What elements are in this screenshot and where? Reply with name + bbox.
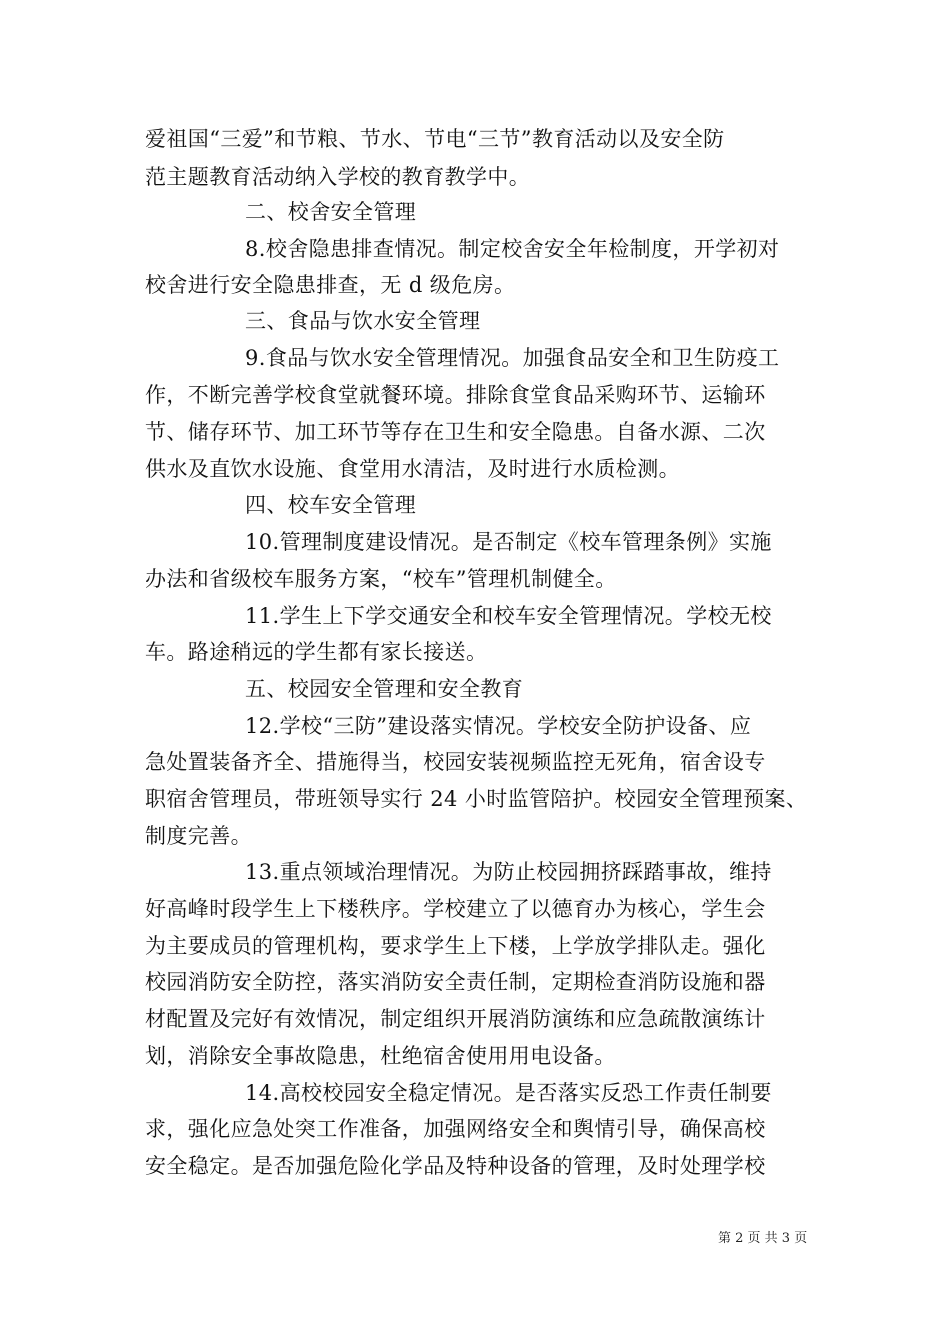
- text-line: 作，不断完善学校食堂就餐环境。排除食堂食品采购环节、运输环: [145, 383, 766, 407]
- section-heading: 四、校车安全管理: [245, 493, 417, 517]
- text-line: 范主题教育活动纳入学校的教育教学中。: [145, 165, 531, 189]
- text-line: 节、储存环节、加工环节等存在卫生和安全隐患。自备水源、二次: [145, 420, 766, 444]
- text-line: 校园消防安全防控，落实消防安全责任制，定期检查消防设施和器: [145, 970, 766, 994]
- text-line: 安全稳定。是否加强危险化学品及特种设备的管理，及时处理学校: [145, 1154, 766, 1178]
- paragraph-first-line: 10.管理制度建设情况。是否制定《校车管理条例》实施: [245, 530, 772, 554]
- text-line: 供水及直饮水设施、食堂用水清洁，及时进行水质检测。: [145, 457, 680, 481]
- text-line: 划，消除安全事故隐患，杜绝宿舍使用用电设备。: [145, 1044, 616, 1068]
- paragraph-first-line: 12.学校“三防”建设落实情况。学校安全防护设备、应: [245, 714, 752, 738]
- text-line: 爱祖国“三爱”和节粮、节水、节电“三节”教育活动以及安全防: [145, 127, 725, 151]
- paragraph-first-line: 9.食品与饮水安全管理情况。加强食品安全和卫生防疫工: [245, 346, 780, 370]
- text-line: 好高峰时段学生上下楼秩序。学校建立了以德育办为核心，学生会: [145, 897, 766, 921]
- section-heading: 二、校舍安全管理: [245, 200, 417, 224]
- text-line: 求，强化应急处突工作准备，加强网络安全和舆情引导，确保高校: [145, 1117, 766, 1141]
- paragraph-first-line: 11.学生上下学交通安全和校车安全管理情况。学校无校: [245, 604, 772, 628]
- text-line: 校舍进行安全隐患排查，无 d 级危房。: [145, 273, 516, 297]
- section-heading: 三、食品与饮水安全管理: [245, 309, 481, 333]
- page-number-footer: 第 2 页 共 3 页: [718, 1231, 808, 1246]
- text-line: 职宿舍管理员，带班领导实行 24 小时监管陪护。校园安全管理预案、: [145, 787, 808, 811]
- paragraph-first-line: 8.校舍隐患排查情况。制定校舍安全年检制度，开学初对: [245, 237, 780, 261]
- text-line: 办法和省级校车服务方案，“校车”管理机制健全。: [145, 567, 617, 591]
- paragraph-first-line: 14.高校校园安全稳定情况。是否落实反恐工作责任制要: [245, 1081, 772, 1105]
- text-line: 车。路途稍远的学生都有家长接送。: [145, 640, 488, 664]
- text-line: 为主要成员的管理机构，要求学生上下楼，上学放学排队走。强化: [145, 934, 766, 958]
- text-line: 材配置及完好有效情况，制定组织开展消防演练和应急疏散演练计: [145, 1007, 766, 1031]
- text-line: 急处置装备齐全、措施得当，校园安装视频监控无死角，宿舍设专: [145, 750, 766, 774]
- text-line: 制度完善。: [145, 824, 252, 848]
- paragraph-first-line: 13.重点领域治理情况。为防止校园拥挤踩踏事故，维持: [245, 860, 772, 884]
- section-heading: 五、校园安全管理和安全教育: [245, 677, 524, 701]
